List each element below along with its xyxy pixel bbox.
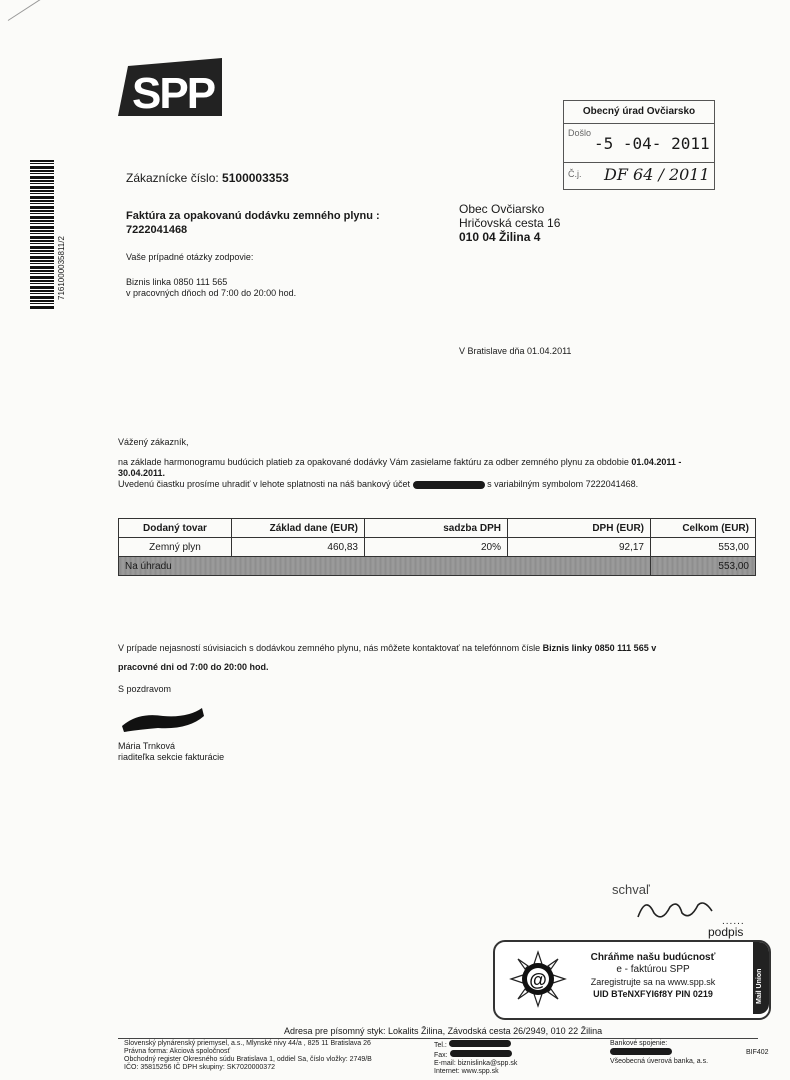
contact-info: Biznis linka 0850 111 565 v pracovných dňoch od 7:00 do 20:00 hod. (126, 277, 297, 298)
footer-company: Slovenský plynárenský priemysel, a.s., Mlynské nivy 44/a , 825 11 Bratislava 26 Právna forma: Akciová spoločnosť Obchodný register Okresného súdu Bratislava 1, oddiel Sa, číslo vložky: 2749/B IČO: 35815256 IČ DPH skupiny: SK7020000372 (124, 1040, 372, 1071)
greeting: Vážený zákazník, (118, 437, 189, 447)
approval-sign-label: podpis (708, 925, 744, 939)
total-row: Na úhradu 553,00 (119, 557, 756, 576)
sunflower-icon (509, 950, 567, 1008)
received-stamp (563, 100, 715, 190)
closing-contact: V prípade nejasností súvisiacich s dodávkou zemného plynu, nás môžete kontaktovať na telefónnom čísle Biznis linky 0850 111 565 v pracovné dni od 7:00 do 20:00 hod. (118, 643, 657, 672)
recipient-address: Obec Ovčiarsko Hričovská cesta 16 010 04 Žilina 4 (459, 202, 561, 244)
approval-signature (632, 893, 722, 927)
barcode (30, 160, 54, 310)
customer-number: Zákaznícke číslo: 5100003353 (126, 171, 289, 185)
letter-paragraph: na základe harmonogramu budúcich platieb za opakované dodávky Vám zasielame faktúru za odber zemného plynu za obdobie 01.04.2011 - 30.04.2011. Uvedenú čiastku prosíme uhradiť v lehote splatnosti na náš bankový účet s variabilným symbolom 7222041468. (118, 457, 682, 489)
footer-address: Adresa pre písomný styk: Lokalits Žilina, Závodská cesta 26/2949, 010 22 Žilina (284, 1026, 603, 1036)
regards: S pozdravom (118, 684, 172, 694)
mail-union-tab: Mail Union (753, 942, 769, 1014)
redacted-fax (450, 1050, 512, 1057)
stamp-office: Obecný úrad Ovčiarsko (564, 101, 714, 124)
e-invoice-banner (493, 940, 771, 1020)
stamp-ref-label: Č.j. (568, 169, 582, 179)
stamp-date: -5 -04- 2011 (594, 134, 710, 153)
footer-contacts: Tel.: Fax: E-mail: biznislinka@spp.sk Internet: www.spp.sk (434, 1042, 518, 1075)
document-code: BIF402 (746, 1049, 769, 1056)
e-invoice-text: Chráňme našu budúcnosť e - faktúrou SPP Zaregistrujte sa na www.spp.sk UID BTeNXFYI6f8Y PIN 0219 (590, 952, 716, 999)
scan-artifact-line (8, 0, 160, 21)
contact-question: Vaše prípadné otázky zodpovie: (126, 252, 254, 262)
redacted-bank-account (610, 1048, 672, 1055)
place-date: V Bratislave dňa 01.04.2011 (459, 346, 572, 356)
redacted-account (413, 481, 485, 489)
invoice-table (118, 518, 756, 576)
table-header-row: Dodaný tovar Základ dane (EUR) sadzba DPH DPH (EUR) Celkom (EUR) (119, 519, 756, 538)
invoice-number: 7222041468 (126, 224, 188, 236)
signer: Mária Trnková riaditeľka sekcie fakturácie (118, 741, 225, 762)
footer-bank: Bankové spojenie: Všeobecná úverová banka, a.s. (610, 1040, 709, 1065)
approval-label: schvaľ (612, 882, 650, 897)
barcode-number: 7161000035811/2 (57, 236, 66, 300)
stamp-ref: DF 64 / 2011 (604, 165, 710, 184)
svg-text:SPP: SPP (132, 69, 215, 116)
stamp-date-label: Došlo (568, 128, 592, 138)
table-row: Zemný plyn 460,83 20% 92,17 553,00 (119, 538, 756, 557)
invoice-title: Faktúra za opakovanú dodávku zemného plynu : 7222041468 (126, 209, 426, 237)
redacted-signature (118, 704, 206, 734)
spp-logo (118, 58, 222, 116)
footer-divider (118, 1038, 758, 1039)
redacted-phone (449, 1040, 511, 1047)
svg-text:@: @ (529, 970, 547, 990)
